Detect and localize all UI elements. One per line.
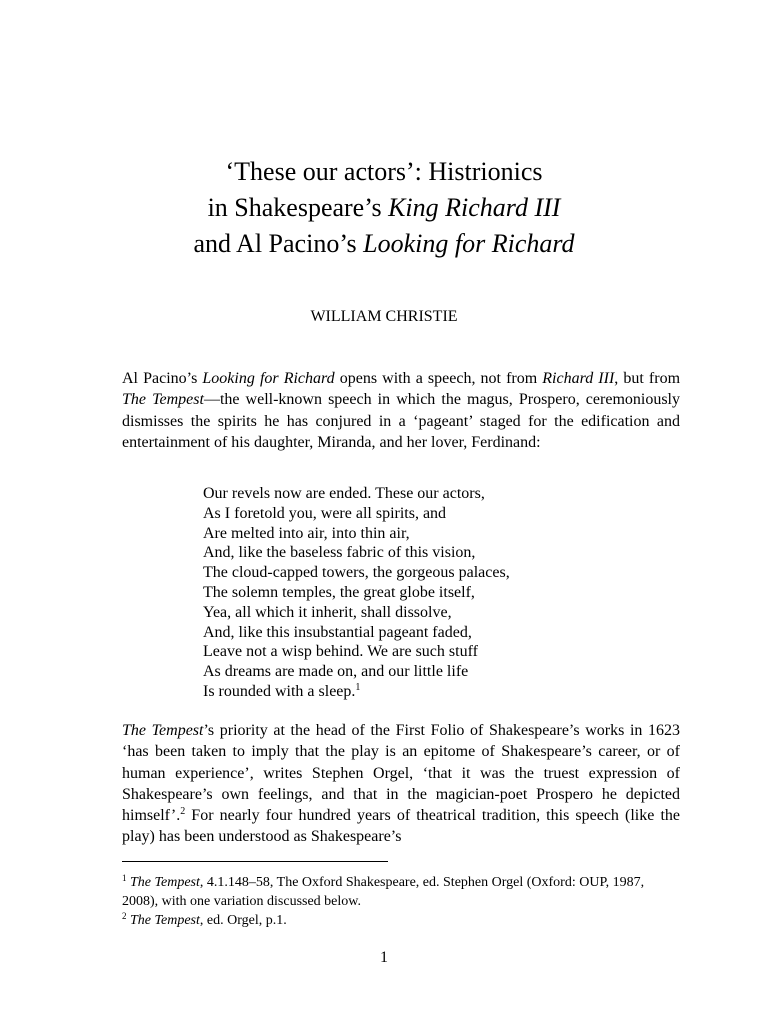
title-line-2-text: in Shakespeare’s [207, 193, 389, 222]
verse-line: As I foretold you, were all spirits, and [203, 504, 447, 522]
verse-line: The cloud-capped towers, the gorgeous palaces, [203, 564, 510, 582]
verse-line: As dreams are made on, and our little life [203, 663, 469, 681]
body-paragraph-2 [122, 720, 680, 848]
text-run: ’s priority at the head of the First Folio of Shakespeare’s works in 1623 ‘has been taken to imply that the play is an epitome of Shakespeare’s career, or of human experience’, writes Stephen Orgel, ‘that it was the truest expression of Shakespeare’s own feelings, and that in the magician-poet Prospero he depicted himself’. [122, 722, 681, 825]
verse-line-text: Is rounded with a sleep. [203, 682, 356, 700]
verse-line: Leave not a wisp behind. We are such stuff [203, 643, 478, 661]
footnote-2 [122, 911, 680, 930]
page-number: 1 [380, 949, 388, 966]
italic-title: The Tempest [122, 391, 204, 409]
title-film-name: Looking for Richard [363, 229, 575, 258]
text-run: Al Pacino’s [122, 370, 203, 387]
verse-line: Yea, all which it inherit, shall dissolve, [203, 603, 452, 621]
verse-line: The solemn temples, the great globe itself, [203, 583, 475, 601]
verse-line: Our revels now are ended. These our actors, [203, 485, 485, 502]
verse-quotation [203, 484, 623, 702]
text-run: —the well-known speech in which the magus, Prospero, ceremoniously dismisses the spirits he has conjured in a ‘pageant’ staged for the edification and entertainment of his daughter, Miranda, and her lover, Ferdinand: [122, 391, 681, 451]
title-line-3-text: and Al Pacino’s [193, 229, 364, 258]
title-line-1: ‘These our actors’: Histrionics [225, 157, 543, 186]
footnote-1 [122, 873, 680, 911]
italic-title: The Tempest [130, 875, 200, 890]
italic-title: Richard III [542, 370, 615, 387]
title-line-3 [0, 226, 768, 262]
italic-title: The Tempest [130, 913, 200, 928]
footnote-number: 1 [122, 873, 127, 883]
text-run: , but from [614, 370, 681, 387]
verse-line: And, like the baseless fabric of this vision, [203, 544, 476, 562]
italic-title: Looking for Richard [202, 370, 335, 387]
text-run: opens with a speech, not from [334, 370, 543, 387]
footnote-reference[interactable]: 1 [355, 681, 361, 693]
footnote-text: , ed. Orgel, p.1. [199, 913, 287, 928]
verse-line: And, like this insubstantial pageant faded, [203, 623, 472, 641]
verse-line: Are melted into air, into thin air, [203, 524, 410, 542]
author-name: WILLIAM CHRISTIE [310, 308, 458, 325]
body-paragraph-1 [122, 368, 680, 453]
footnotes [122, 873, 680, 930]
title-play-name: King Richard III [388, 193, 561, 222]
footnote-divider [122, 861, 388, 862]
title-line-2 [0, 190, 768, 226]
text-run: For nearly four hundred years of theatrical tradition, this speech (like the play) has been understood as Shakespeare’s [122, 807, 680, 846]
footnote-number: 2 [122, 911, 127, 921]
verse-line-last [203, 682, 623, 702]
italic-title: The Tempest [122, 722, 204, 739]
footnote-reference[interactable]: 2 [180, 806, 186, 818]
article-title [0, 154, 768, 262]
footnote-text: , 4.1.148–58, The Oxford Shakespeare, ed. Stephen Orgel (Oxford: OUP, 1987, 2008), with one variation discussed below. [122, 875, 645, 909]
